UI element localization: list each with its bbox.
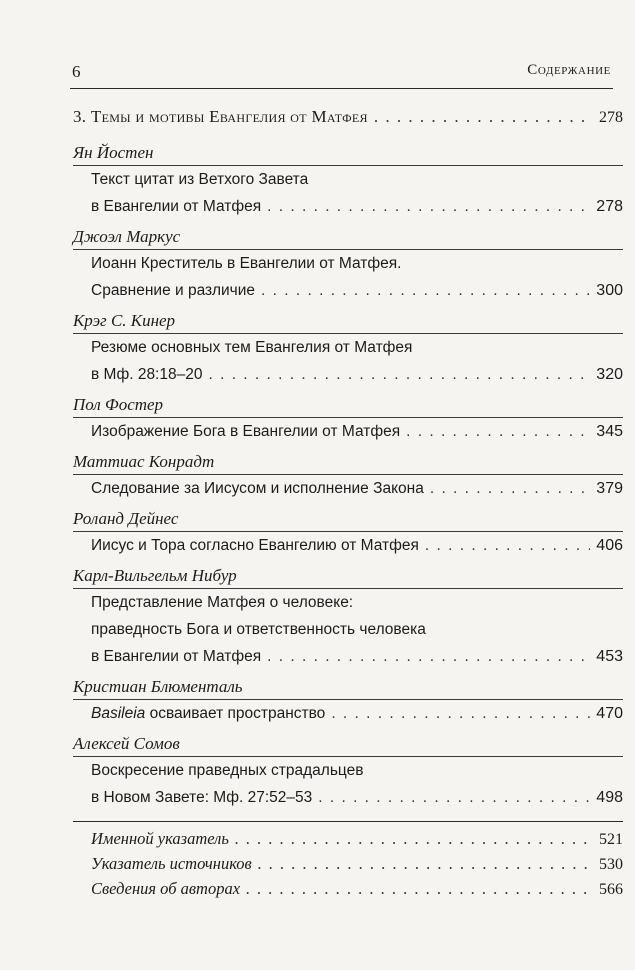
entry-page: 278 — [596, 198, 623, 215]
index-page: 566 — [599, 881, 623, 898]
entry-page: 379 — [596, 480, 623, 497]
entry-page: 470 — [596, 705, 623, 722]
entry-title: Текст цитат из Ветхого Завета — [91, 171, 309, 188]
entry-line — [91, 361, 623, 388]
entry-line — [91, 784, 623, 811]
entry-title-italic: Basileia — [91, 705, 146, 722]
dot-leader — [267, 643, 590, 670]
toc-entry[interactable] — [73, 138, 623, 220]
toc-entry[interactable] — [73, 306, 623, 388]
entry-body — [73, 699, 623, 727]
index-label: Сведения об авторах — [91, 879, 241, 898]
entry-line — [91, 475, 623, 502]
entry-line — [91, 277, 623, 304]
dot-leader — [425, 532, 590, 559]
entry-line — [91, 250, 623, 277]
dot-leader — [246, 876, 593, 901]
dot-leader — [318, 784, 590, 811]
entry-page: 498 — [596, 789, 623, 806]
entry-page: 300 — [596, 282, 623, 299]
entry-title — [91, 700, 325, 727]
page-number: 6 — [72, 62, 81, 81]
entry-body — [73, 249, 623, 304]
entry-author: Маттиас Конрадт — [73, 452, 215, 471]
entry-line — [91, 193, 623, 220]
entry-title: Иисус и Тора согласно Евангелию от Матфея — [91, 537, 419, 554]
entry-title: Представление Матфея о человеке: — [91, 594, 354, 611]
entry-line — [91, 757, 623, 784]
header-rule — [70, 88, 613, 89]
entry-title: в Евангелии от Матфея — [91, 648, 262, 665]
entry-author: Алексей Сомов — [73, 734, 180, 753]
section-page: 278 — [599, 109, 623, 126]
entry-body — [73, 756, 623, 811]
entry-page: 345 — [596, 423, 623, 440]
index-label: Указатель источников — [91, 854, 252, 873]
index-item[interactable] — [91, 851, 623, 876]
entry-body — [73, 417, 623, 445]
table-of-contents — [73, 100, 623, 901]
dot-leader — [258, 851, 593, 876]
entry-title: Изображение Бога в Евангелии от Матфея — [91, 423, 401, 440]
entry-title: в Евангелии от Матфея — [91, 198, 262, 215]
entry-body — [73, 531, 623, 559]
index-item[interactable] — [91, 876, 623, 901]
entry-title: Воскресение праведных страдальцев — [91, 762, 364, 779]
dot-leader — [406, 418, 590, 445]
entry-line — [91, 334, 623, 361]
index-label: Именной указатель — [91, 829, 229, 848]
entry-author: Джоэл Маркус — [73, 227, 181, 246]
entry-line — [91, 616, 623, 643]
index-page: 530 — [599, 856, 623, 873]
entry-body — [73, 588, 623, 670]
toc-entry[interactable] — [73, 561, 623, 670]
dot-leader — [208, 361, 590, 388]
index-page: 521 — [599, 831, 623, 848]
entry-body — [73, 165, 623, 220]
entry-line — [91, 166, 623, 193]
entry-author: Роланд Дейнес — [73, 509, 179, 528]
toc-entry[interactable] — [73, 672, 623, 727]
index-item[interactable] — [91, 826, 623, 851]
entry-author: Карл-Вильгельм Нибур — [73, 566, 237, 585]
section-heading[interactable] — [73, 100, 623, 134]
entry-title: в Мф. 28:18–20 — [91, 366, 203, 383]
section-title: 3. Темы и мотивы Евангелия от Матфея — [73, 107, 368, 126]
entry-line — [91, 532, 623, 559]
dot-leader — [267, 193, 590, 220]
entry-title: Следование за Иисусом и исполнение Закона — [91, 480, 424, 497]
entry-author: Ян Йостен — [73, 143, 154, 162]
toc-entry[interactable] — [73, 447, 623, 502]
entry-author: Кристиан Блюменталь — [73, 677, 243, 696]
running-title: Содержание — [527, 62, 611, 78]
entry-body — [73, 474, 623, 502]
dot-leader — [374, 100, 593, 134]
toc-entry[interactable] — [73, 390, 623, 445]
toc-entries — [73, 138, 623, 811]
dot-leader — [235, 826, 593, 851]
entry-title: Иоанн Креститель в Евангелии от Матфея. — [91, 255, 402, 272]
entry-title: в Новом Завете: Мф. 27:52–53 — [91, 789, 313, 806]
entry-title: праведность Бога и ответственность человека — [91, 621, 426, 638]
dot-leader — [261, 277, 590, 304]
entry-title-text: осваивает пространство — [145, 705, 326, 722]
index-list — [73, 821, 623, 901]
dot-leader — [430, 475, 590, 502]
toc-entry[interactable] — [73, 222, 623, 304]
entry-line — [91, 643, 623, 670]
entry-page: 406 — [596, 537, 623, 554]
entry-line — [91, 700, 623, 727]
entry-page: 320 — [596, 366, 623, 383]
entry-line — [91, 589, 623, 616]
toc-entry[interactable] — [73, 729, 623, 811]
entry-page: 453 — [596, 648, 623, 665]
entry-author: Пол Фостер — [73, 395, 164, 414]
entry-body — [73, 333, 623, 388]
entry-title: Резюме основных тем Евангелия от Матфея — [91, 339, 413, 356]
toc-entry[interactable] — [73, 504, 623, 559]
entry-title: Сравнение и различие — [91, 282, 256, 299]
dot-leader — [331, 700, 590, 727]
entry-author: Крэг С. Кинер — [73, 311, 176, 330]
entry-line — [91, 418, 623, 445]
